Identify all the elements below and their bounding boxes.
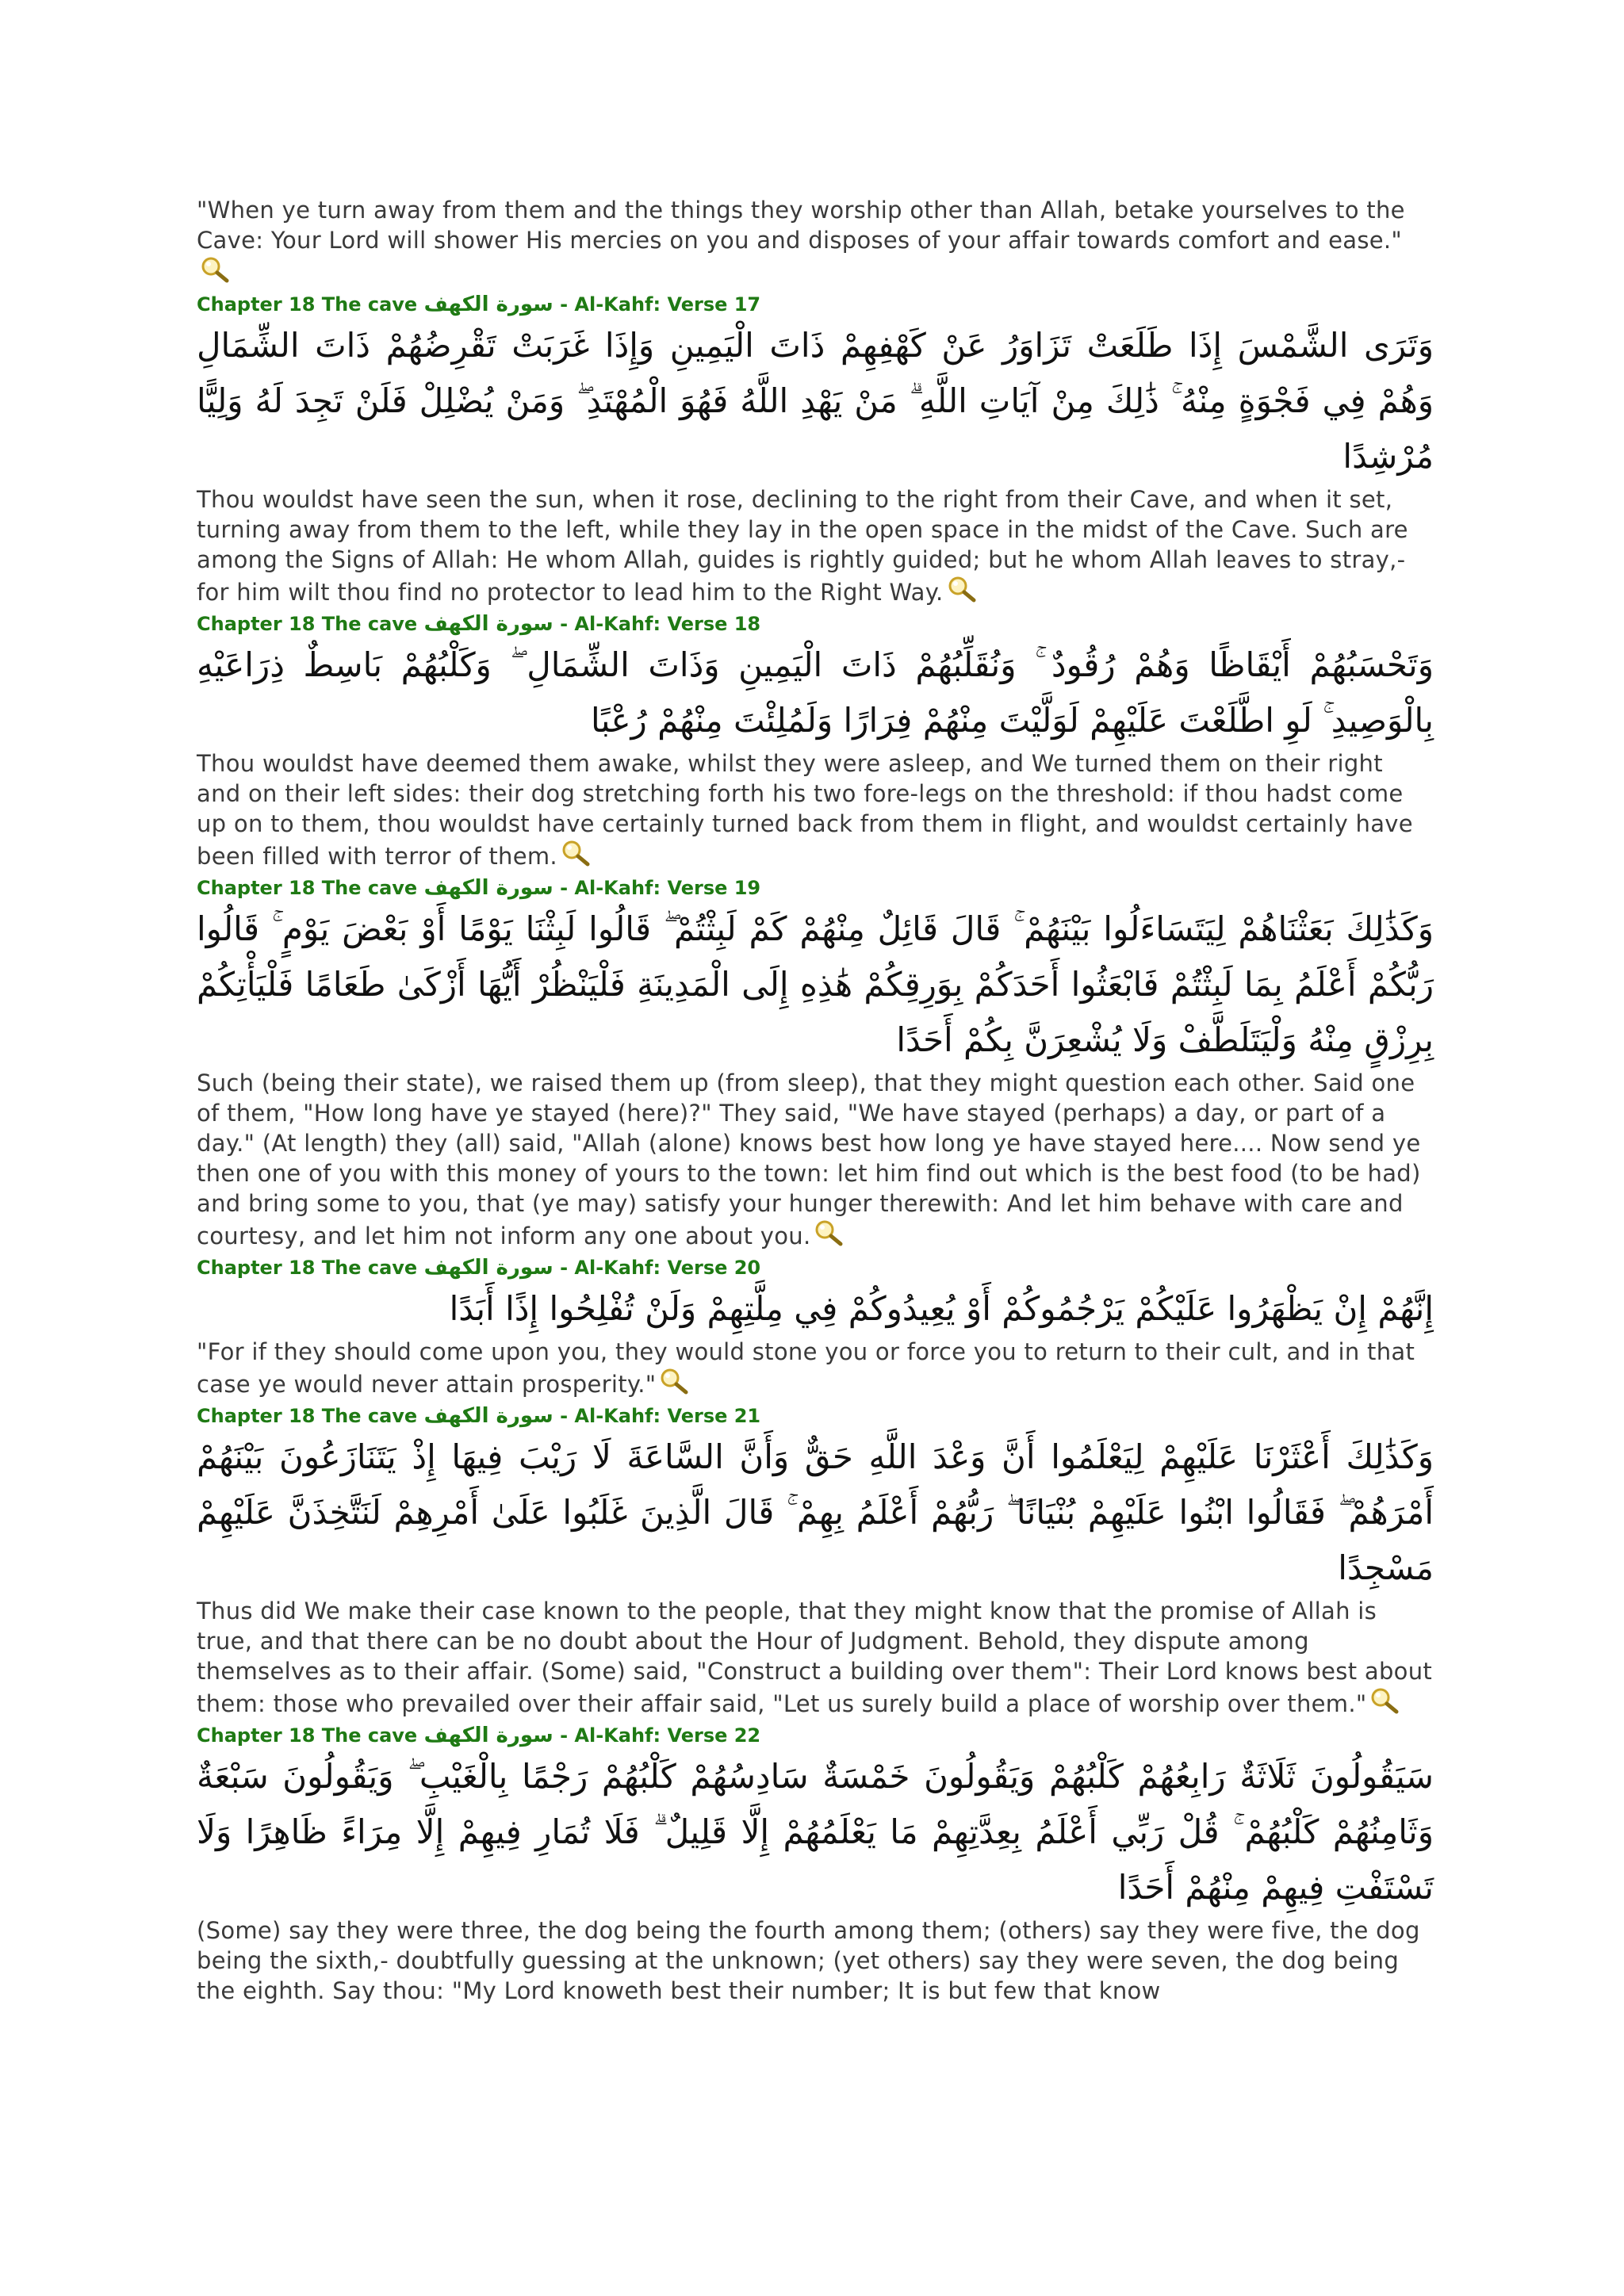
verse-heading <box>197 291 1434 318</box>
translation-text: Thus did We make their case known to the people, that they might know that the promise of Allah is true, and that there can be no doubt about the Hour of Judgment. Behold, they dispute among themselves as to their affair. (Some) said, "Construct a building over them": Their Lord knows best about them: those who prevailed over their affair said, "Let us surely build a place of worship over them." <box>197 1598 1433 1717</box>
translation-text: Such (being their state), we raised them up (from sleep), that they might question each other. Said one of them, "How long have ye stayed (here)?" They said, "We have stayed (perhaps) a day, or part of a day." (At length) they (all) said, "Allah (alone) knows best how long ye have stayed here.... Now send ye then one of you with this money of yours to the town: let him find out which is the best food (to be had) and bring some to you, that (ye may) satisfy your hunger therewith: And let him behave with care and courtesy, and let him not inform any one about you. <box>197 1070 1421 1249</box>
surah-arabic-name: سورة الكهف <box>423 293 553 316</box>
chapter-label: Chapter 18 The cave <box>197 1405 424 1427</box>
surah-arabic-name: سورة الكهف <box>423 1724 553 1747</box>
verse-translation <box>197 1337 1434 1402</box>
verse-20-block <box>197 1254 1434 1402</box>
chapter-label: Chapter 18 The cave <box>197 613 424 635</box>
surah-arabic-name: سورة الكهف <box>423 612 553 636</box>
verse-heading <box>197 1254 1434 1281</box>
verse-heading <box>197 1722 1434 1749</box>
verse-translation <box>197 484 1434 610</box>
magnifier-zoom-icon[interactable] <box>947 575 979 610</box>
arabic-verse: وَتَرَى الشَّمْسَ إِذَا طَلَعَتْ تَزَاوَرُ عَنْ كَهْفِهِمْ ذَاتَ الْيَمِينِ وَإِذَا غَرَبَتْ تَقْرِضُهُمْ ذَاتَ الشِّمَالِ وَهُمْ فِي فَجْوَةٍ مِنْهُ ۚ ذَٰلِكَ مِنْ آيَاتِ اللَّهِ ۗ مَنْ يَهْدِ اللَّهُ فَهُوَ الْمُهْتَدِ ۖ وَمَنْ يُضْلِلْ فَلَنْ تَجِدَ لَهُ وَلِيًّا مُرْشِدًا <box>197 326 1434 476</box>
verse-reference: - Al-Kahf: Verse 17 <box>553 293 761 316</box>
translation-text: "For if they should come upon you, they would stone you or force you to return to their cult, and in that case ye would never attain prosperity." <box>197 1338 1415 1398</box>
verse-18-block <box>197 610 1434 874</box>
chapter-label: Chapter 18 The cave <box>197 293 424 316</box>
arabic-verse: سَيَقُولُونَ ثَلَاثَةٌ رَابِعُهُمْ كَلْبُهُمْ وَيَقُولُونَ خَمْسَةٌ سَادِسُهُمْ كَلْبُهُمْ رَجْمًا بِالْغَيْبِ ۖ وَيَقُولُونَ سَبْعَةٌ وَثَامِنُهُمْ كَلْبُهُمْ ۚ قُلْ رَبِّي أَعْلَمُ بِعِدَّتِهِمْ مَا يَعْلَمُهُمْ إِلَّا قَلِيلٌ ۗ فَلَا تُمَارِ فِيهِمْ إِلَّا مِرَاءً ظَاهِرًا وَلَا تَسْتَفْتِ فِيهِمْ مِنْهُمْ أَحَدًا <box>197 1757 1434 1907</box>
verse-translation <box>197 1915 1434 2006</box>
verse-17-block <box>197 291 1434 610</box>
magnifier-zoom-icon[interactable] <box>200 255 232 291</box>
verse-translation <box>197 195 1434 291</box>
verse-reference: - Al-Kahf: Verse 22 <box>553 1724 761 1747</box>
arabic-verse: وَكَذَٰلِكَ بَعَثْنَاهُمْ لِيَتَسَاءَلُوا بَيْنَهُمْ ۚ قَالَ قَائِلٌ مِنْهُمْ كَمْ لَبِثْتُمْ ۖ قَالُوا لَبِثْنَا يَوْمًا أَوْ بَعْضَ يَوْمٍ ۚ قَالُوا رَبُّكُمْ أَعْلَمُ بِمَا لَبِثْتُمْ فَابْعَثُوا أَحَدَكُمْ بِوَرِقِكُمْ هَٰذِهِ إِلَى الْمَدِينَةِ فَلْيَنْظُرْ أَيُّهَا أَزْكَىٰ طَعَامًا فَلْيَأْتِكُمْ بِرِزْقٍ مِنْهُ وَلْيَتَلَطَّفْ وَلَا يُشْعِرَنَّ بِكُمْ أَحَدًا <box>197 909 1434 1059</box>
arabic-verse: إِنَّهُمْ إِنْ يَظْهَرُوا عَلَيْكُمْ يَرْجُمُوكُمْ أَوْ يُعِيدُوكُمْ فِي مِلَّتِهِمْ وَلَنْ تُفْلِحُوا إِذًا أَبَدًا <box>449 1289 1434 1328</box>
verse-reference: - Al-Kahf: Verse 21 <box>553 1405 761 1427</box>
verse-heading <box>197 874 1434 901</box>
verse-reference: - Al-Kahf: Verse 19 <box>553 877 761 899</box>
translation-text: Thou wouldst have seen the sun, when it rose, declining to the right from their Cave, and when it set, turning away from them to the left, while they lay in the open space in the midst of the Cave. Such are among the Signs of Allah: He whom Allah, guides is rightly guided; but he whom Allah leaves to stray,- for him wilt thou find no protector to lead him to the Right Way. <box>197 486 1408 606</box>
verse-translation <box>197 1596 1434 1722</box>
verse-heading <box>197 1402 1434 1429</box>
surah-arabic-name: سورة الكهف <box>423 1404 553 1428</box>
verse-reference: - Al-Kahf: Verse 18 <box>553 613 761 635</box>
magnifier-zoom-icon[interactable] <box>561 839 592 874</box>
chapter-label: Chapter 18 The cave <box>197 1724 424 1747</box>
verse-translation <box>197 1068 1434 1254</box>
magnifier-zoom-icon[interactable] <box>814 1219 845 1254</box>
verse-22-block <box>197 1722 1434 2006</box>
translation-text: (Some) say they were three, the dog being the fourth among them; (others) say they were five, the dog being the sixth,- doubtfully guessing at the unknown; (yet others) say they were seven, the dog being the eighth. Say thou: "My Lord knoweth best their number; It is but few that know <box>197 1917 1420 2004</box>
magnifier-zoom-icon[interactable] <box>1369 1686 1401 1722</box>
magnifier-zoom-icon[interactable] <box>659 1367 691 1402</box>
document-page <box>197 195 1434 2006</box>
verse-16-block <box>197 195 1434 291</box>
translation-text: Thou wouldst have deemed them awake, whilst they were asleep, and We turned them on their right and on their left sides: their dog stretching forth his two fore-legs on the threshold: if thou hadst come up on to them, thou wouldst have certainly turned back from them in flight, and wouldst certainly have been filled with terror of them. <box>197 750 1413 870</box>
arabic-verse: وَكَذَٰلِكَ أَعْثَرْنَا عَلَيْهِمْ لِيَعْلَمُوا أَنَّ وَعْدَ اللَّهِ حَقٌّ وَأَنَّ السَّاعَةَ لَا رَيْبَ فِيهَا إِذْ يَتَنَازَعُونَ بَيْنَهُمْ أَمْرَهُمْ ۖ فَقَالُوا ابْنُوا عَلَيْهِمْ بُنْيَانًا ۖ رَبُّهُمْ أَعْلَمُ بِهِمْ ۚ قَالَ الَّذِينَ غَلَبُوا عَلَىٰ أَمْرِهِمْ لَنَتَّخِذَنَّ عَلَيْهِمْ مَسْجِدًا <box>197 1437 1434 1587</box>
chapter-label: Chapter 18 The cave <box>197 1257 424 1279</box>
surah-arabic-name: سورة الكهف <box>423 876 553 900</box>
arabic-verse: وَتَحْسَبُهُمْ أَيْقَاظًا وَهُمْ رُقُودٌ ۚ وَنُقَلِّبُهُمْ ذَاتَ الْيَمِينِ وَذَاتَ الشِّمَالِ ۖ وَكَلْبُهُمْ بَاسِطٌ ذِرَاعَيْهِ بِالْوَصِيدِ ۚ لَوِ اطَّلَعْتَ عَلَيْهِمْ لَوَلَّيْتَ مِنْهُمْ فِرَارًا وَلَمُلِئْتَ مِنْهُمْ رُعْبًا <box>197 645 1434 740</box>
chapter-label: Chapter 18 The cave <box>197 877 424 899</box>
verse-heading <box>197 610 1434 637</box>
verse-translation <box>197 748 1434 874</box>
verse-19-block <box>197 874 1434 1254</box>
verse-21-block <box>197 1402 1434 1722</box>
surah-arabic-name: سورة الكهف <box>423 1256 553 1280</box>
translation-text: "When ye turn away from them and the things they worship other than Allah, betake yourselves to the Cave: Your Lord will shower His mercies on you and disposes of your affair towards comfort and ease." <box>197 197 1405 254</box>
verse-reference: - Al-Kahf: Verse 20 <box>553 1257 761 1279</box>
